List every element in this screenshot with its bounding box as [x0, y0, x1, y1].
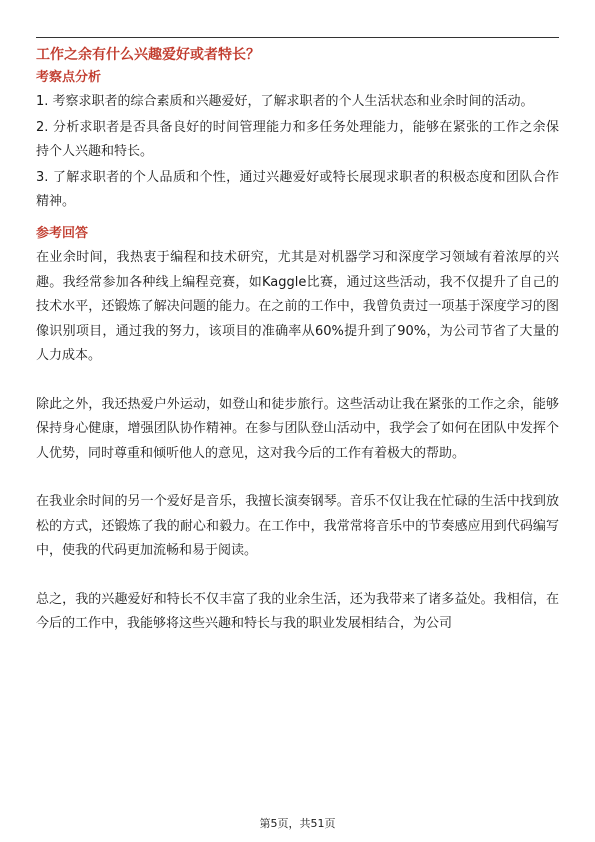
analysis-heading: 考察点分析: [36, 70, 102, 85]
document-page: [36, 44, 559, 637]
question-title: 工作之余有什么兴趣爱好或者特长？: [36, 47, 260, 63]
page-number: 第5页，共51页: [259, 817, 336, 830]
analysis-point-2: 2. 分析求职者是否具备良好的时间管理能力和多任务处理能力，能够在紧张的工作之余保持个人兴趣和特长。: [36, 120, 559, 159]
answer-paragraph-1: 在业余时间，我热衷于编程和技术研究，尤其是对机器学习和深度学习领域有着浓厚的兴趣。我经常参加各种线上编程竞赛，如Kaggle比赛，通过这些活动，我不仅提升了自己的技术水平，还锻炼了解决问题的能力。在之前的工作中，我曾负责过一项基于深度学习的图像识别项目，通过我的努力，该项目的准确率从60%提升到了90%，为公司节省了大量的人力成本。: [36, 250, 559, 363]
answer-paragraph-4: 总之，我的兴趣爱好和特长不仅丰富了我的业余生活，还为我带来了诸多益处。我相信，在今后的工作中，我能够将这些兴趣和特长与我的职业发展相结合，为公司: [36, 591, 559, 631]
header-rule: [36, 37, 559, 38]
answer-heading: 参考回答: [36, 226, 89, 241]
analysis-point-3: 3. 了解求职者的个人品质和个性，通过兴趣爱好或特长展现求职者的积极态度和团队合作精神。: [36, 170, 559, 209]
answer-paragraph-3: 在我业余时间的另一个爱好是音乐，我擅长演奏钢琴。音乐不仅让我在忙碌的生活中找到放松的方式，还锻炼了我的耐心和毅力。在工作中，我常常将音乐中的节奏感应用到代码编写中，使我的代码更加流畅和易于阅读。: [36, 494, 559, 558]
analysis-point-1: 1. 考察求职者的综合素质和兴趣爱好，了解求职者的个人生活状态和业余时间的活动。: [36, 94, 534, 109]
answer-paragraph-2: 除此之外，我还热爱户外运动，如登山和徒步旅行。这些活动让我在紧张的工作之余，能够保持身心健康，增强团队协作精神。在参与团队登山活动中，我学会了如何在团队中发挥个人优势，同时尊重和倾听他人的意见，这对我今后的工作有着极大的帮助。: [36, 396, 559, 461]
